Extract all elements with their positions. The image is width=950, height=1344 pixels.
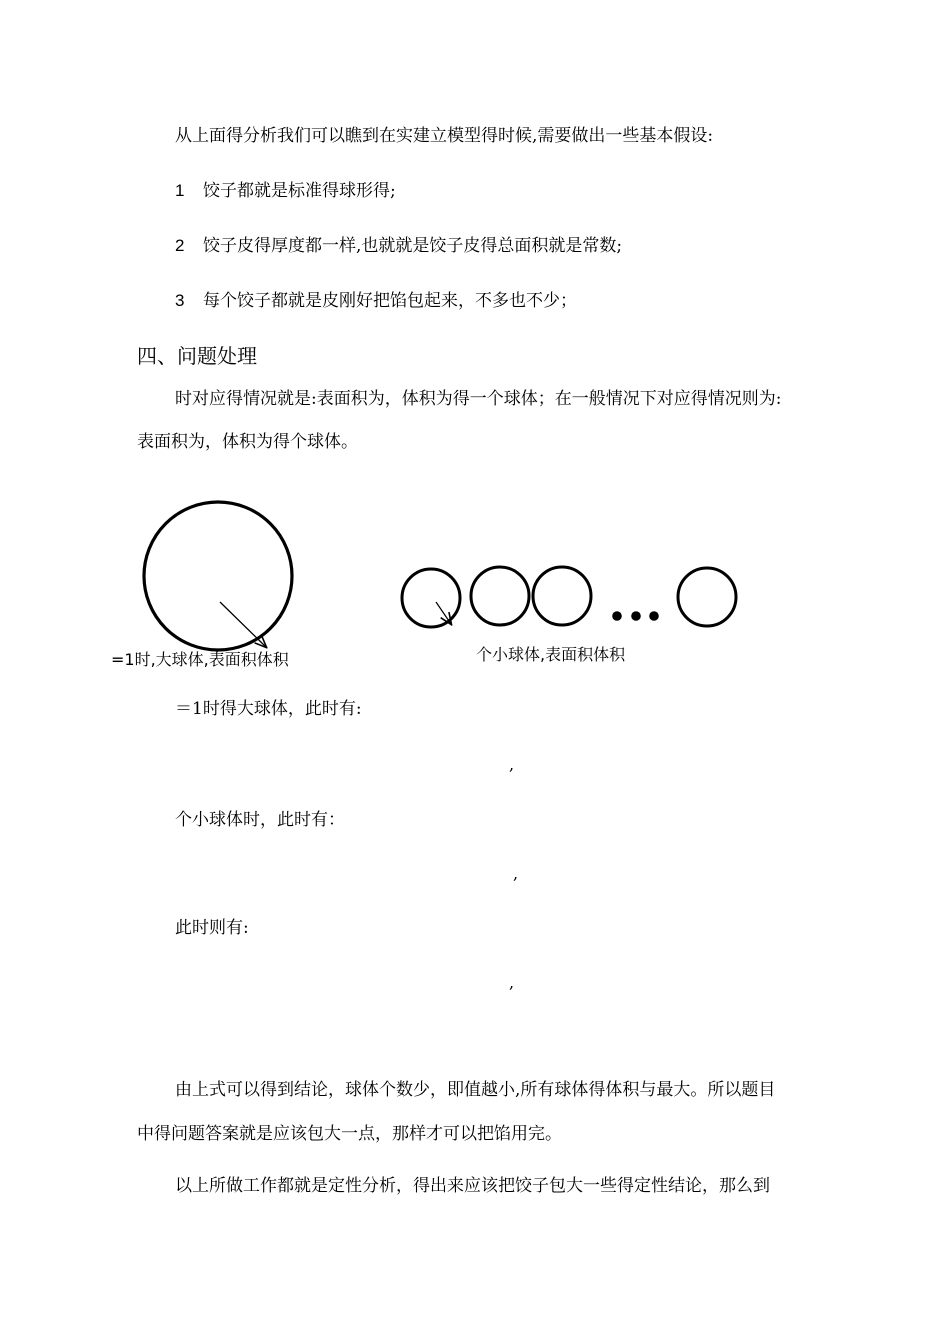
assumption-number: 2 (175, 236, 185, 255)
paragraph-line: 此时则有: (175, 918, 249, 938)
paragraph-line: 以上所做工作都就是定性分析，得出来应该把饺子包大一些得定性结论，那么到 (175, 1176, 770, 1196)
big-sphere-caption: =1时,大球体,表面积体积 (111, 650, 289, 669)
small-spheres-caption: 个小球体,表面积体积 (476, 645, 626, 664)
ellipsis-dot (631, 611, 641, 621)
assumption-item-2 (175, 236, 622, 256)
assumption-item-3 (175, 291, 577, 311)
small-sphere-n (678, 568, 736, 626)
paragraph-line: 时对应得情况就是:表面积为，体积为得一个球体；在一般情况下对应得情况则为: (175, 389, 782, 409)
small-sphere-2 (471, 567, 529, 625)
assumption-number: 3 (175, 291, 185, 310)
paragraph-line: ＝1时得大球体，此时有: (175, 699, 362, 719)
small-sphere-1 (402, 569, 460, 627)
intro-text: 从上面得分析我们可以瞧到在实建立模型得时候,需要做出一些基本假设: (175, 126, 714, 146)
formula-comma: , (509, 973, 515, 992)
paragraph-line: 中得问题答案就是应该包大一点，那样才可以把馅用完。 (137, 1124, 562, 1144)
assumption-text: 每个饺子都就是皮刚好把馅包起来，不多也不少； (203, 291, 577, 311)
formula-comma: , (509, 755, 515, 774)
small-sphere-3 (533, 567, 591, 625)
paragraph-line: 表面积为，体积为得个球体。 (137, 432, 358, 452)
paragraph-line: 由上式可以得到结论，球体个数少，即值越小,所有球体得体积与最大。所以题目 (175, 1080, 776, 1100)
ellipsis-dot (649, 611, 659, 621)
small-radius-arrow (436, 602, 451, 624)
assumption-text: 饺子都就是标准得球形得; (203, 181, 396, 201)
formula-comma: , (513, 864, 519, 883)
big-radius-arrow (220, 602, 266, 647)
assumption-text: 饺子皮得厚度都一样,也就就是饺子皮得总面积就是常数; (203, 236, 623, 256)
section-heading: 四、问题处理 (137, 344, 257, 368)
paragraph-line: 个小球体时，此时有： (175, 810, 345, 830)
big-sphere (144, 502, 292, 650)
assumption-number: 1 (175, 181, 185, 200)
ellipsis-dot (612, 611, 622, 621)
assumption-item-1 (175, 181, 396, 201)
